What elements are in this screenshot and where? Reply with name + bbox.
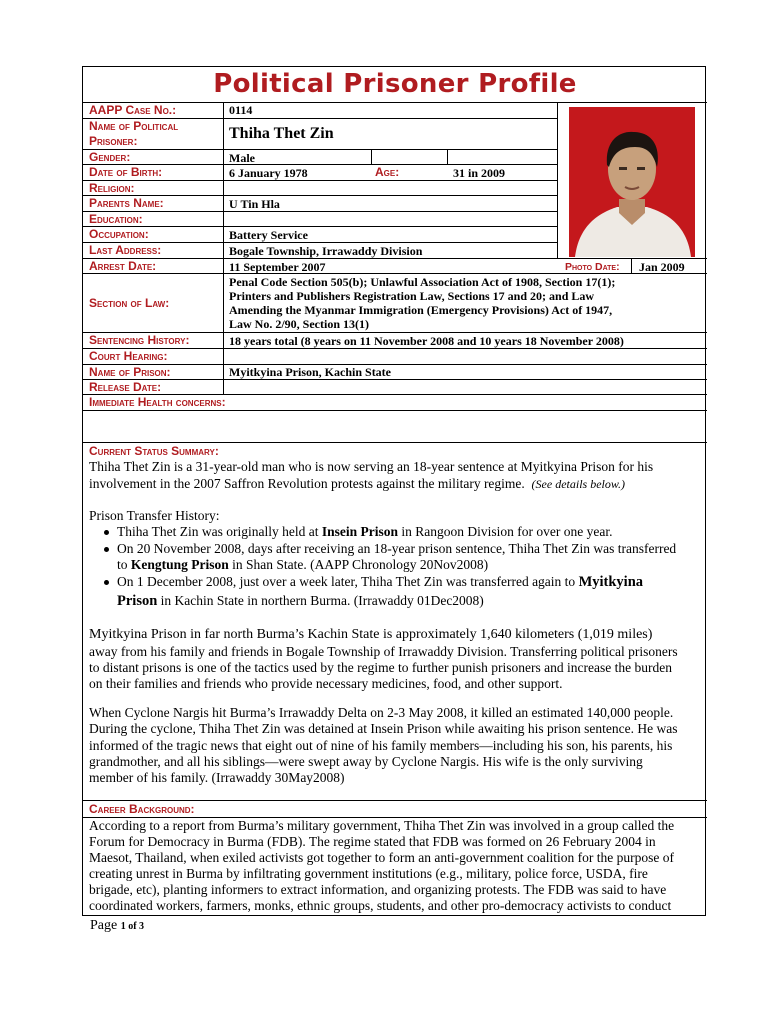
divider: [83, 211, 557, 212]
status-intro-note: (See details below.): [531, 477, 625, 491]
name-label-line2: Prisoner:: [89, 134, 138, 148]
para2-line4: grandmother, and all his siblings—were swept away by Cyclone Nargis. His wife is the only surviving: [89, 754, 643, 769]
career-line4: creating unrest in Burma by infiltrating government institutions (e.g., military, police force, USDA, fire: [89, 866, 648, 881]
photo-date-label: Photo Date:: [565, 261, 620, 273]
religion-label: Religion:: [89, 181, 135, 195]
divider: [83, 410, 707, 411]
dob-label: Date of Birth:: [89, 165, 163, 179]
prison-label: Name of Prison:: [89, 365, 171, 379]
page-number: 1 of 3: [120, 921, 145, 932]
career-line5: brigade, etc), planting informers to extract information, and organizing protests. The FDB was said to have: [89, 882, 667, 897]
parents-label: Parents Name:: [89, 196, 164, 210]
transfer-item-1: Thiha Thet Zin was originally held at Insein Prison in Rangoon Division for over one year.: [117, 524, 613, 539]
divider: [83, 102, 707, 103]
case-no-label: AAPP Case No.:: [89, 103, 177, 117]
arrest-date-value: 11 September 2007: [229, 260, 326, 274]
sentencing-value: 18 years total (8 years on 11 November 2008 and 10 years 18 November 2008): [229, 334, 624, 348]
page-footer: [90, 918, 144, 934]
last-address-value: Bogale Township, Irrawaddy Division: [229, 244, 423, 258]
occupation-label: Occupation:: [89, 227, 149, 241]
dob-value: 6 January 1978: [229, 166, 308, 180]
column-divider: [447, 149, 448, 165]
para2-line3: informed of the tragic news that eight out of nine of his family members—including his son, his parents, his: [89, 738, 673, 753]
para1-line1: Myitkyina Prison in far north Burma’s Kachin State is approximately 1,640 kilometers (1,019 miles): [89, 627, 653, 642]
status-intro-line2: involvement in the 2007 Saffron Revolution protests against the military regime. (See details below.): [89, 476, 625, 491]
gender-value: Male: [229, 151, 255, 165]
career-heading: Career Background:: [89, 802, 195, 816]
page-word: Page: [90, 918, 118, 933]
transfer-item-3-line1: On 1 December 2008, just over a week later, Thiha Thet Zin was transferred again to Myitkyina: [117, 574, 644, 590]
profile-frame: [82, 66, 706, 916]
parents-value: U Tin Hla: [229, 197, 280, 211]
bullet-icon: [104, 547, 109, 552]
age-value: 31 in 2009: [453, 166, 506, 180]
career-line6: coordinated workers, farmers, monks, ethnic groups, students, and other pro-democracy activists to conduct: [89, 898, 672, 913]
column-divider: [371, 149, 372, 165]
divider: [83, 379, 707, 380]
divider: [83, 226, 557, 227]
prison-value: Myitkyina Prison, Kachin State: [229, 365, 392, 379]
divider: [83, 149, 557, 150]
transfer-heading: Prison Transfer History:: [89, 508, 220, 523]
release-date-label: Release Date:: [89, 380, 162, 394]
transfer-item-3-line2: Prison in Kachin State in northern Burma. (Irrawaddy 01Dec2008): [117, 593, 484, 609]
career-line2: Forum for Democracy in Burma (FDB). The regime stated that FDB was formed on 26 February 2004 in: [89, 834, 656, 849]
column-divider: [631, 258, 632, 274]
court-hearing-label: Court Hearing:: [89, 349, 168, 363]
divider: [83, 800, 707, 801]
status-heading: Current Status Summary:: [89, 444, 219, 458]
career-line1: According to a report from Burma’s military government, Thiha Thet Zin was involved in a group called the: [89, 818, 675, 833]
para1-line4: on their families and friends who provide necessary medicines, food, and other support.: [89, 676, 563, 691]
age-label: Age:: [375, 165, 400, 179]
education-label: Education:: [89, 212, 143, 226]
para2-line2: During the cyclone, Thiha Thet Zin was detained at Insein Prison while awaiting his prison sentence. He was: [89, 721, 678, 736]
column-divider: [223, 102, 224, 395]
divider: [83, 180, 557, 181]
transfer-item-2-line1: On 20 November 2008, days after receiving an 18-year prison sentence, Thiha Thet Zin was transferred: [117, 541, 677, 556]
arrest-date-label: Arrest Date:: [89, 259, 157, 273]
photo-date-value: Jan 2009: [639, 260, 685, 274]
para2-line1: When Cyclone Nargis hit Burma’s Irrawaddy Delta on 2-3 May 2008, it killed an estimated 140,000 people.: [89, 705, 674, 720]
para1-line2: away from his family and friends in Bogale Township of Irrawaddy Division. Transferring political prisoners: [89, 644, 678, 659]
sentencing-label: Sentencing History:: [89, 333, 190, 347]
divider: [83, 348, 707, 349]
transfer-item-2-line2: to Kengtung Prison in Shan State. (AAPP Chronology 20Nov2008): [117, 557, 489, 572]
para2-line5: member of his family. (Irrawaddy 30May2008): [89, 770, 345, 785]
gender-label: Gender:: [89, 150, 131, 164]
section-of-law-label: Section of Law:: [89, 296, 170, 310]
health-heading: Immediate Health concerns:: [89, 395, 226, 409]
divider: [83, 364, 707, 365]
career-line3: Maesot, Thailand, when exiled activists got together to form an anti-government coalition for the purpose of: [89, 850, 674, 865]
bullet-icon: [104, 580, 109, 585]
divider: [83, 258, 707, 259]
occupation-value: Battery Service: [229, 228, 308, 242]
name-value: Thiha Thet Zin: [229, 125, 334, 142]
column-divider: [557, 102, 558, 259]
para1-line3: to distant prisons is one of the tactics used by the regime to further punish prisoners and increase the burden: [89, 660, 672, 675]
prisoner-photo: [569, 107, 695, 257]
last-address-label: Last Address:: [89, 243, 162, 257]
name-label-line1: Name of Political: [89, 119, 179, 133]
divider: [83, 442, 707, 443]
bullet-icon: [104, 530, 109, 535]
case-no-value: 0114: [229, 103, 253, 117]
page-title: Political Prisoner Profile: [213, 69, 577, 99]
status-intro-line1: Thiha Thet Zin is a 31-year-old man who is now serving an 18-year sentence at Myitkyina Prison for his: [89, 459, 654, 474]
section-of-law-value: Penal Code Section 505(b); Unlawful Association Act of 1908, Section 17(1); Printers and Publishers Registration Law, Sections 17 and 20; and Law Amending the Myanmar Immigration (Emergency Provisions) Act of 1947, Law No. 2/90, Section 13(1): [229, 275, 616, 331]
